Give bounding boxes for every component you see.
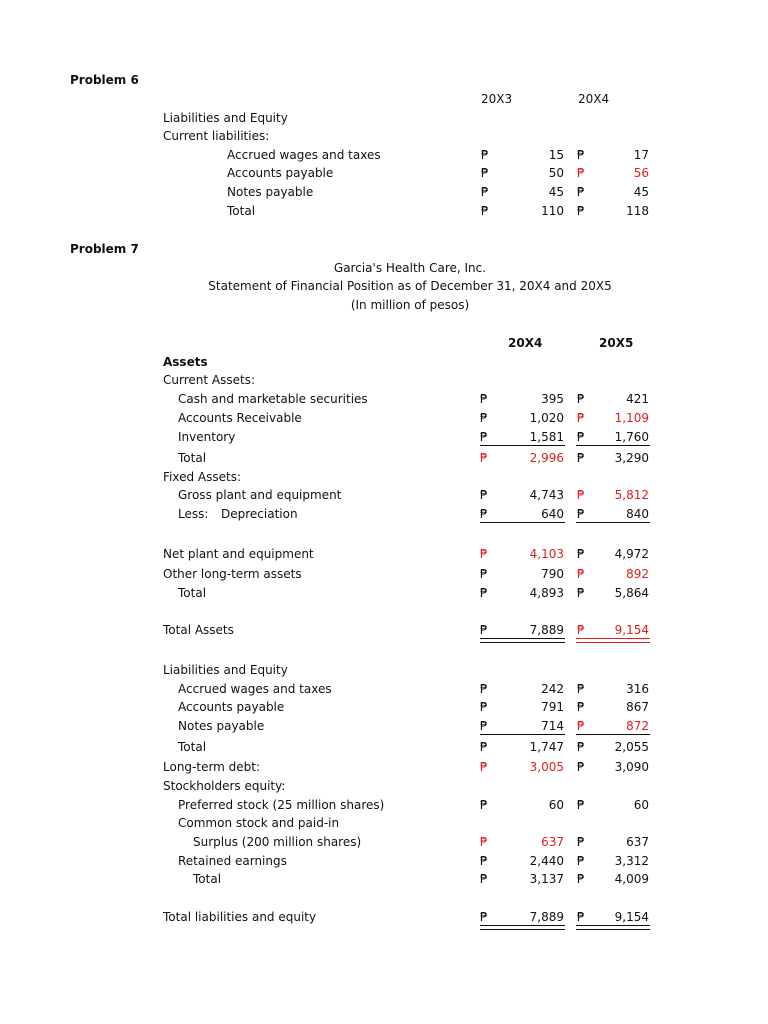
underline: [576, 522, 650, 523]
col-header-20x4: 20X4: [508, 336, 543, 350]
value-20x4: 56: [633, 166, 649, 180]
underline: [576, 445, 650, 446]
value-20x4: 45: [633, 185, 649, 199]
row-label: Surplus (200 million shares): [193, 835, 362, 849]
value-20x5: 4,009: [614, 872, 649, 886]
peso-icon: ₱: [577, 835, 585, 849]
value-20x4: 1,020: [529, 411, 564, 425]
peso-icon: ₱: [480, 910, 488, 924]
value-20x4: 2,996: [529, 451, 564, 465]
peso-icon: ₱: [480, 798, 488, 812]
value-20x5: 2,055: [614, 740, 649, 754]
value-20x4: 242: [541, 682, 564, 696]
row-label: Total: [178, 586, 207, 600]
peso-icon: ₱: [577, 507, 585, 521]
value-20x4: 4,743: [529, 488, 564, 502]
value-20x4: 1,581: [529, 430, 564, 444]
value-20x4: 714: [541, 719, 564, 733]
peso-icon: ₱: [577, 547, 585, 561]
row-label: Stockholders equity:: [163, 779, 286, 793]
value-20x5: 840: [626, 507, 649, 521]
peso-icon: ₱: [481, 166, 489, 180]
row-label: Total: [227, 204, 256, 218]
value-20x4: 3,137: [529, 872, 564, 886]
peso-icon: ₱: [480, 430, 488, 444]
value-20x3: 50: [548, 166, 564, 180]
problem6-col-20x3: 20X3: [481, 92, 513, 106]
value-20x5: 1,109: [614, 411, 649, 425]
row-label: Accounts Receivable: [178, 411, 302, 425]
row-label: Notes payable: [227, 185, 314, 199]
peso-icon: ₱: [577, 719, 585, 733]
row-label: Total liabilities and equity: [163, 910, 317, 924]
peso-icon: ₱: [480, 488, 488, 502]
value-20x3: 15: [548, 148, 564, 162]
statement-title: Statement of Financial Position as of December 31, 20X4 and 20X5: [208, 279, 612, 293]
underline: [480, 445, 565, 446]
row-label: Accrued wages and taxes: [178, 682, 332, 696]
value-20x4: 640: [541, 507, 564, 521]
problem6-col-20x4: 20X4: [578, 92, 610, 106]
peso-icon: ₱: [577, 760, 585, 774]
double-underline: [576, 638, 650, 643]
peso-icon: ₱: [480, 719, 488, 733]
value-20x4: 4,103: [529, 547, 564, 561]
peso-icon: ₱: [480, 682, 488, 696]
value-20x4: 118: [626, 204, 649, 218]
value-20x4: 637: [541, 835, 564, 849]
value-20x4: 4,893: [529, 586, 564, 600]
underline: [576, 734, 650, 735]
row-label: Accounts payable: [227, 166, 334, 180]
row-label: Common stock and paid-in: [178, 816, 340, 830]
value-20x5: 316: [626, 682, 649, 696]
value-20x5: 892: [626, 567, 649, 581]
peso-icon: ₱: [577, 740, 585, 754]
row-label: Total Assets: [163, 623, 234, 637]
value-20x5: 5,864: [614, 586, 649, 600]
row-label: Notes payable: [178, 719, 265, 733]
peso-icon: ₱: [481, 148, 489, 162]
peso-icon: ₱: [480, 760, 488, 774]
value-20x3: 45: [548, 185, 564, 199]
value-20x5: 1,760: [614, 430, 649, 444]
value-20x4: 2,440: [529, 854, 564, 868]
row-label: Accrued wages and taxes: [227, 148, 381, 162]
row-label: Cash and marketable securities: [178, 392, 368, 406]
problem6-section: Liabilities and Equity: [163, 111, 288, 125]
value-20x4: 3,005: [529, 760, 564, 774]
value-20x4: 791: [541, 700, 564, 714]
peso-icon: ₱: [480, 740, 488, 754]
peso-icon: ₱: [577, 586, 585, 600]
double-underline: [576, 925, 650, 930]
peso-icon: ₱: [577, 623, 585, 637]
peso-icon: ₱: [577, 166, 585, 180]
value-20x5: 421: [626, 392, 649, 406]
row-label: Preferred stock (25 million shares): [178, 798, 385, 812]
peso-icon: ₱: [480, 392, 488, 406]
peso-icon: ₱: [577, 488, 585, 502]
row-label: Fixed Assets:: [163, 470, 242, 484]
peso-icon: ₱: [577, 185, 585, 199]
peso-icon: ₱: [577, 204, 585, 218]
row-label: Depreciation: [221, 507, 298, 521]
peso-icon: ₱: [481, 185, 489, 199]
peso-icon: ₱: [480, 411, 488, 425]
peso-icon: ₱: [480, 547, 488, 561]
value-20x4: 7,889: [529, 910, 564, 924]
value-20x5: 5,812: [614, 488, 649, 502]
value-20x5: 867: [626, 700, 649, 714]
statement-units: (In million of pesos): [350, 298, 470, 312]
row-label: Inventory: [178, 430, 236, 444]
peso-icon: ₱: [480, 623, 488, 637]
value-20x4: 1,747: [529, 740, 564, 754]
value-20x5: 637: [626, 835, 649, 849]
row-label: Accounts payable: [178, 700, 285, 714]
row-label: Total: [178, 740, 207, 754]
peso-icon: ₱: [577, 798, 585, 812]
peso-icon: ₱: [480, 586, 488, 600]
row-label: Gross plant and equipment: [178, 488, 342, 502]
value-20x4: 17: [633, 148, 649, 162]
peso-icon: ₱: [577, 148, 585, 162]
peso-icon: ₱: [577, 700, 585, 714]
double-underline: [480, 638, 565, 643]
underline: [480, 522, 565, 523]
peso-icon: ₱: [577, 430, 585, 444]
value-20x3: 110: [541, 204, 564, 218]
row-label: Retained earnings: [178, 854, 287, 868]
peso-icon: ₱: [577, 451, 585, 465]
value-20x4: 60: [548, 798, 564, 812]
row-label: Long-term debt:: [163, 760, 261, 774]
peso-icon: ₱: [577, 567, 585, 581]
value-20x5: 3,090: [614, 760, 649, 774]
peso-icon: ₱: [481, 204, 489, 218]
value-20x5: 3,290: [614, 451, 649, 465]
row-label: Liabilities and Equity: [163, 663, 288, 677]
peso-icon: ₱: [480, 854, 488, 868]
row-label: Total: [193, 872, 222, 886]
problem6-title: Problem 6: [70, 73, 139, 87]
row-label: Assets: [163, 355, 208, 369]
problem7-title: Problem 7: [70, 242, 139, 256]
peso-icon: ₱: [577, 872, 585, 886]
value-20x5: 3,312: [614, 854, 649, 868]
row-label: Less:: [178, 507, 209, 521]
row-label: Net plant and equipment: [163, 547, 314, 561]
peso-icon: ₱: [480, 835, 488, 849]
company-name: Garcia's Health Care, Inc.: [333, 261, 487, 275]
value-20x4: 7,889: [529, 623, 564, 637]
value-20x5: 60: [633, 798, 649, 812]
row-label: Other long-term assets: [163, 567, 302, 581]
value-20x5: 872: [626, 719, 649, 733]
value-20x4: 395: [541, 392, 564, 406]
peso-icon: ₱: [480, 872, 488, 886]
underline: [480, 734, 565, 735]
value-20x5: 9,154: [614, 623, 649, 637]
peso-icon: ₱: [577, 854, 585, 868]
peso-icon: ₱: [480, 567, 488, 581]
peso-icon: ₱: [577, 910, 585, 924]
value-20x5: 4,972: [614, 547, 649, 561]
col-header-20x5: 20X5: [599, 336, 634, 350]
peso-icon: ₱: [480, 507, 488, 521]
row-label: Total: [178, 451, 207, 465]
peso-icon: ₱: [480, 700, 488, 714]
double-underline: [480, 925, 565, 930]
problem6-subsection: Current liabilities:: [163, 129, 270, 143]
value-20x5: 9,154: [614, 910, 649, 924]
peso-icon: ₱: [577, 392, 585, 406]
peso-icon: ₱: [577, 682, 585, 696]
value-20x4: 790: [541, 567, 564, 581]
row-label: Current Assets:: [163, 373, 255, 387]
peso-icon: ₱: [480, 451, 488, 465]
peso-icon: ₱: [577, 411, 585, 425]
